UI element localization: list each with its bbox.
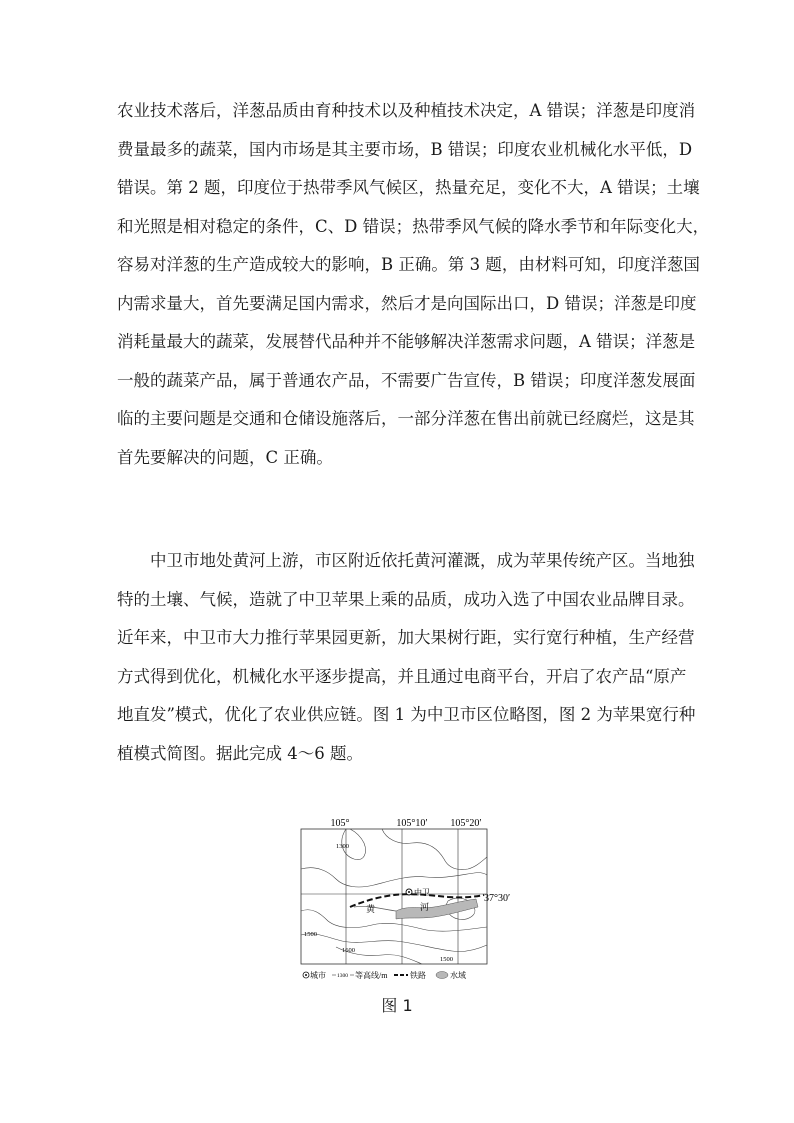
contour-label: 1500 (304, 931, 317, 938)
text-line: 地直发”模式，优化了农业供应链。图 1 为中卫市区位略图，图 2 为苹果宽行种 (117, 705, 696, 724)
lon-label: 105° (330, 818, 350, 829)
legend-contour-label: 等高线/m (355, 971, 388, 980)
text-line: 费量最多的蔬菜，国内市场是其主要市场，B 错误；印度农业机械化水平低，D (117, 139, 693, 159)
contour-label: 1600 (342, 947, 355, 954)
text-line: 一般的蔬菜产品，属于普通农产品，不需要广告宣传，B 错误；印度洋葱发展面 (117, 370, 696, 390)
text-line: 方式得到优化，机械化水平逐步提高，并且通过电商平台，开启了农产品“原产 (117, 666, 687, 686)
river-label: 河 (420, 902, 430, 912)
figure-caption: 图 1 (381, 996, 413, 1015)
city-marker-dot (408, 891, 410, 893)
river-label: 黄 (366, 904, 376, 914)
text-line: 农业技术落后，洋葱品质由育种技术以及种植技术决定，A 错误；洋葱是印度消 (117, 101, 696, 120)
map-svg (298, 815, 511, 985)
legend-water-icon (436, 972, 448, 979)
text-line: 特的土壤、气候，造就了中卫苹果上乘的品质，成功入选了中国农业品牌目录。 (117, 589, 695, 609)
lon-label: 105°20′ (450, 818, 482, 829)
legend-contour-sample: 1300 (337, 973, 348, 979)
text-line: 中卫市地处黄河上游，市区附近依托黄河灌溉，成为苹果传统产区。当地独 (150, 551, 695, 570)
zhongwei-location-map (298, 815, 511, 985)
contour-label: 1500 (440, 956, 453, 963)
question-stem-paragraph (117, 542, 696, 773)
legend-water-label: 水域 (450, 971, 466, 980)
lat-label: 37°30′ (484, 893, 511, 904)
lon-label: 105°10′ (396, 818, 428, 829)
text-line: 和光照是相对稳定的条件，C、D 错误；热带季风气候的降水季节和年际变化大， (117, 216, 710, 236)
text-line: 容易对洋葱的生产造成较大的影响，B 正确。第 3 题，由材料可知，印度洋葱国 (117, 255, 700, 274)
text-line: 消耗量最大的蔬菜，发展替代品种并不能够解决洋葱需求问题，A 错误；洋葱是 (117, 332, 696, 351)
text-line: 近年来，中卫市大力推行苹果园更新，加大果树行距，实行宽行种植，生产经营 (117, 628, 695, 647)
text-line: 错误。第 2 题，印度位于热带季风气候区，热量充足，变化不大，A 错误；土壤 (117, 178, 700, 197)
city-label: 中卫 (414, 888, 430, 897)
contour-label: 1300 (336, 843, 349, 850)
text-line: 首先要解决的问题，C 正确。 (117, 447, 333, 467)
legend-city-icon-dot (305, 974, 307, 976)
text-line: 植模式简图。据此完成 4～6 题。 (117, 743, 363, 763)
text-line: 临的主要问题是交通和仓储设施落后，一部分洋葱在售出前就已经腐烂，这是其 (117, 409, 695, 428)
legend-railway-label: 铁路 (410, 971, 426, 980)
text-line: 内需求量大，首先要满足国内需求，然后才是向国际出口，D 错误；洋葱是印度 (117, 293, 697, 313)
answer-explanation-paragraph (117, 92, 710, 477)
legend-city-label: 城市 (310, 971, 326, 980)
